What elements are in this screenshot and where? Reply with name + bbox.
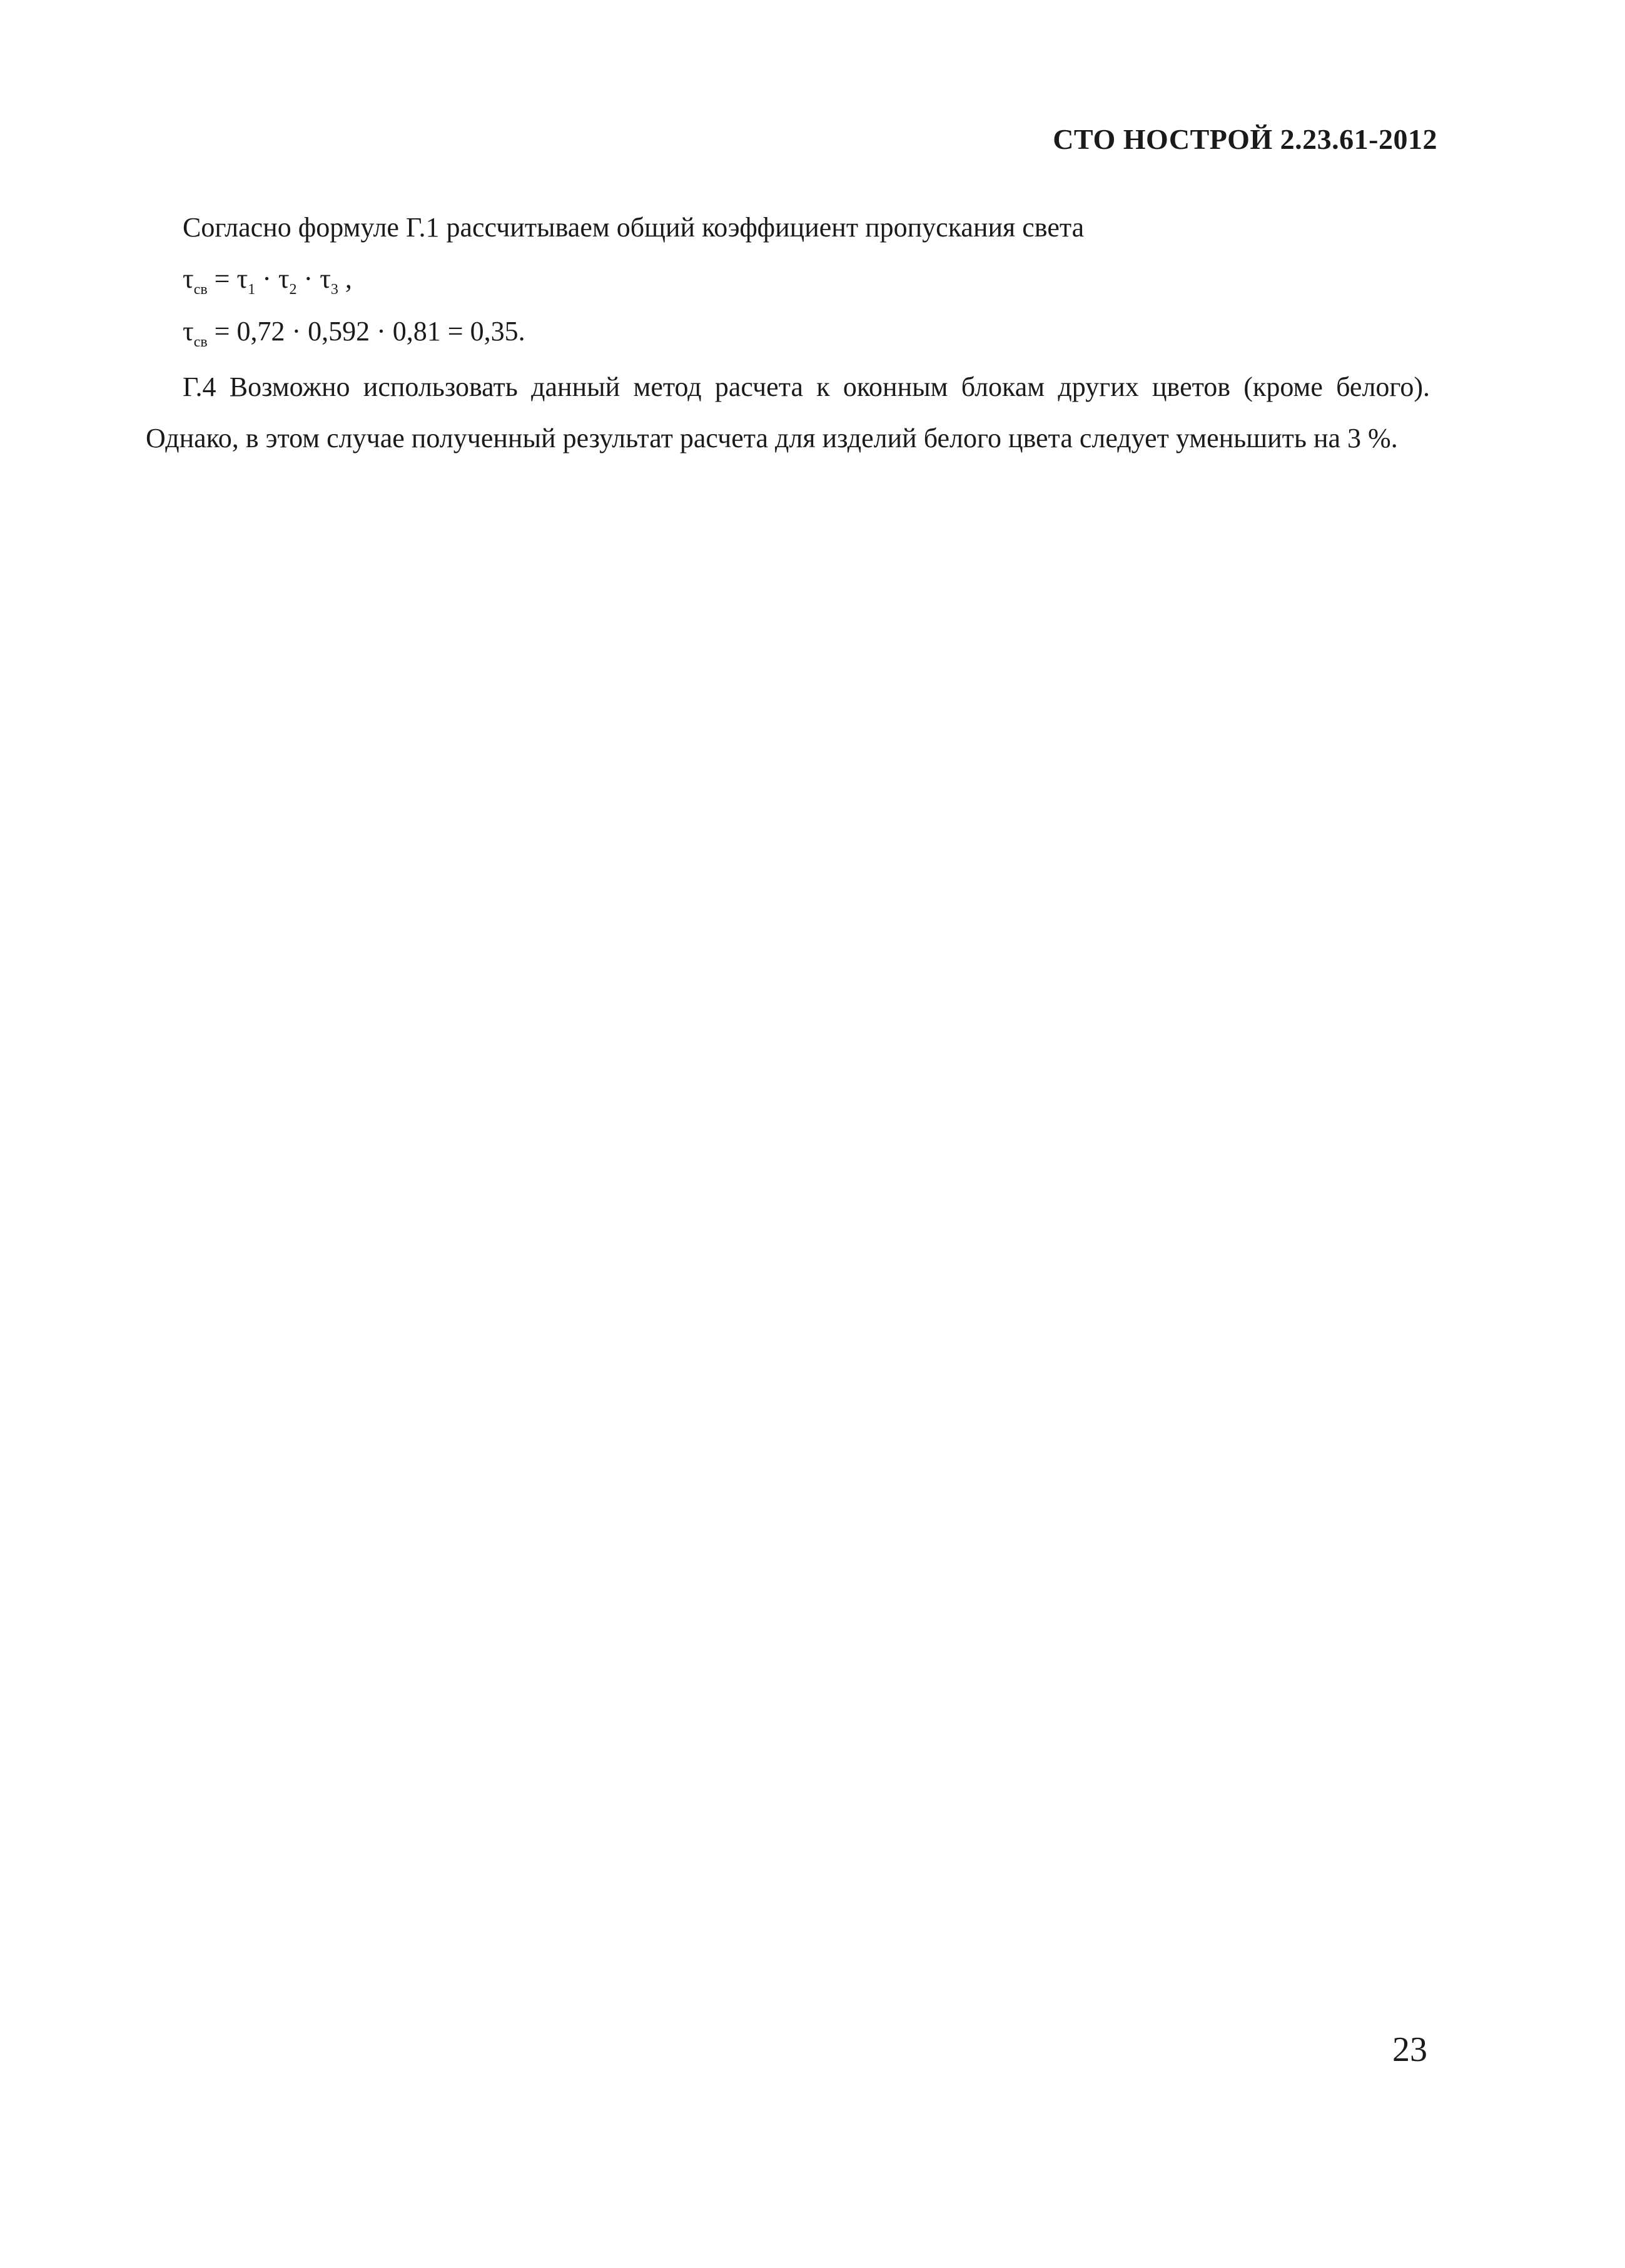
formula-computed-value <box>183 315 525 350</box>
multiply-dot: · <box>296 263 320 294</box>
subscript-3: 3 <box>330 281 338 298</box>
intro-line: Согласно формуле Г.1 рассчитываем общий коэффициент пропускания света <box>183 212 1085 243</box>
equals-sign: = <box>207 263 237 294</box>
formula-total-transmittance <box>183 263 352 298</box>
tau-symbol: τ <box>278 263 290 294</box>
tau-symbol: τ <box>320 263 331 294</box>
tau-symbol: τ <box>183 263 194 294</box>
formula-lhs <box>183 263 208 298</box>
document-header-code: СТО НОСТРОЙ 2.23.61-2012 <box>1053 123 1437 155</box>
subscript-sv: св <box>193 334 208 350</box>
formula-expression: = 0,72 · 0,592 · 0,81 = 0,35. <box>207 316 525 347</box>
subscript-sv: св <box>193 281 208 298</box>
tau-symbol: τ <box>183 316 194 347</box>
paragraph-g4: Г.4 Возможно использовать данный метод расчета к оконным блокам других цветов (кроме белого). Однако, в этом случае полученный результат расчета для изделий белого цвета следует уменьшить на 3 %. <box>146 372 1430 453</box>
subscript-2: 2 <box>289 281 297 298</box>
subscript-1: 1 <box>248 281 256 298</box>
tau-symbol: τ <box>236 263 248 294</box>
page-number: 23 <box>1392 2030 1427 2069</box>
multiply-dot: · <box>255 263 278 294</box>
formula-comma: , <box>338 263 352 294</box>
